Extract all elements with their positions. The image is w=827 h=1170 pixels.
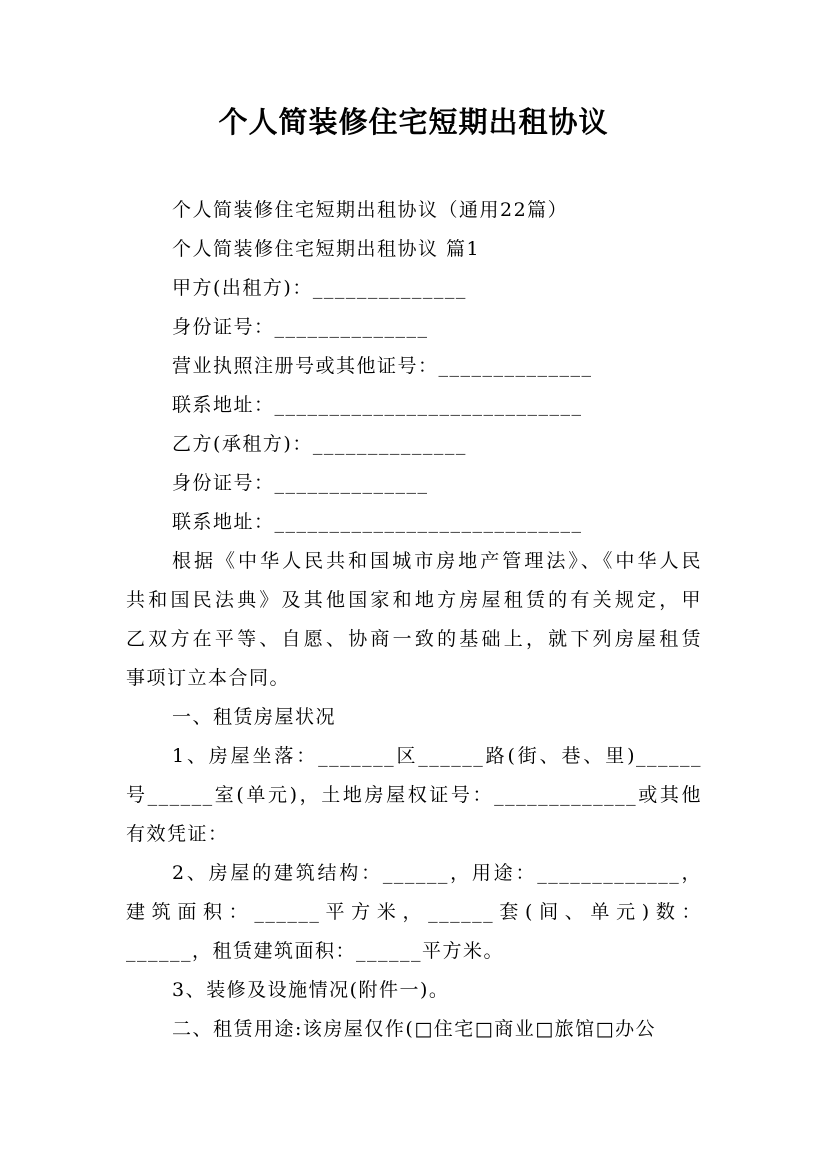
party-b-address-line: 联系地址：____________________________ (172, 511, 583, 533)
section-1-heading: 一、租赁房屋状况 (172, 706, 337, 728)
party-a-id-line: 身份证号：______________ (172, 316, 429, 338)
party-a-line: 甲方(出租方)：______________ (172, 277, 467, 299)
clause-1-line: 有效凭证： (126, 823, 229, 845)
section-2-line: 二、租赁用途:该房屋仅作(□住宅□商业□旅馆□办公 (172, 1018, 657, 1040)
party-a-license-line: 营业执照注册号或其他证号：______________ (172, 355, 593, 377)
preamble-line: 乙双方在平等、自愿、协商一致的基础上，就下列房屋租赁 (126, 628, 702, 650)
party-b-id-line: 身份证号：______________ (172, 472, 429, 494)
document-subtitle: 个人简装修住宅短期出租协议（通用22篇） (172, 199, 569, 221)
clause-1-line: 1、房屋坐落：_______区______路(街、巷、里)______ (172, 745, 702, 767)
clause-2-line: 2、房屋的建筑结构：______，用途：_____________， (172, 862, 702, 884)
preamble-line: 事项订立本合同。 (126, 667, 291, 689)
clause-1-line: 号______室(单元)，土地房屋权证号：_____________或其他 (126, 784, 702, 806)
party-b-line: 乙方(承租方)：______________ (172, 433, 467, 455)
party-a-address-line: 联系地址：____________________________ (172, 394, 583, 416)
clause-2-line: ______，租赁建筑面积：______平方米。 (126, 940, 505, 962)
preamble-line: 根据《中华人民共和国城市房地产管理法》、《中华人民 (172, 550, 702, 572)
part-title: 个人简装修住宅短期出租协议 篇1 (172, 238, 481, 260)
clause-2-line: 建筑面积：______平方米，______套(间、单元)数： (126, 901, 702, 923)
preamble-line: 共和国民法典》及其他国家和地方房屋租赁的有关规定，甲 (126, 589, 702, 611)
clause-3-line: 3、装修及设施情况(附件一)。 (172, 979, 450, 1001)
document-title: 个人简装修住宅短期出租协议 (218, 105, 609, 139)
